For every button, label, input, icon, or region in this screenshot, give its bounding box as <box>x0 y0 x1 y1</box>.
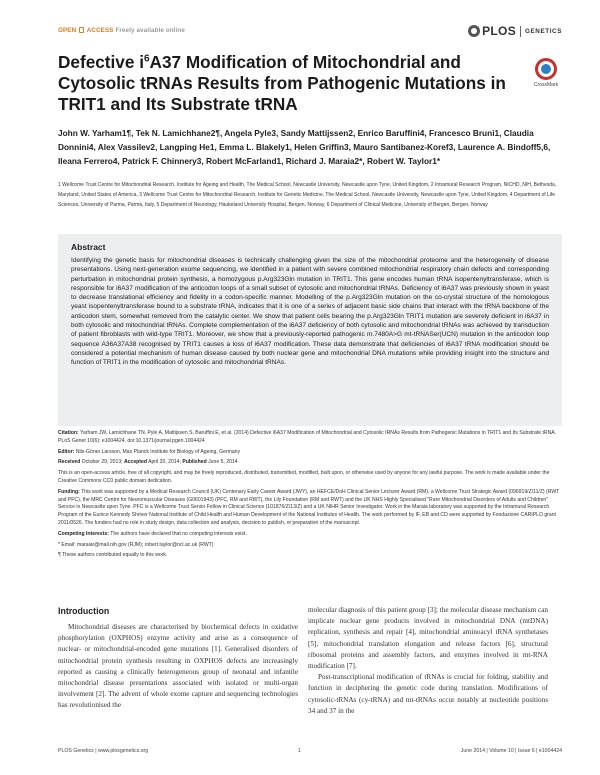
crossmark-badge[interactable] <box>530 58 562 88</box>
crossmark-label: CrossMark <box>533 82 559 88</box>
citation-label: Citation: <box>58 430 79 436</box>
intro-paragraph: Mitochondrial diseases are characterised by biochemical defects in oxidative phosphorylation (OXPHOS) enzyme activity and arise as a consequence of nuclear- or mitochondrial-encoded gene mutations [1]. Generalised disorders of mitochondrial protein synthesis resulting in OXPHOS defects are increasingly reported as causing a clinically heterogeneous group of neonatal and infantile mitochondrial disease presentations associated with isolated or multi-organ involvement [2]. The advent of whole exome capture and sequencing technologies has revolutionised the <box>58 623 298 710</box>
author-list: John W. Yarham1¶, Tek N. Lamichhane2¶, Angela Pyle3, Sandy Mattijssen2, Enrico Baruffini4, Francesco Bruni1, Claudia Donnini4, Alex Vassilev2, Langping He1, Emma L. Blakely1, Helen Griffin3, Mauro Santibanez-Koref3, Laurence A. Bindoff5,6, Ileana Ferrero4, Patrick F. Chinnery3, Robert McFarland1, Richard J. Maraia2*, Robert W. Taylor1* <box>58 128 551 166</box>
access-label: ACCESS <box>86 27 114 34</box>
funding-label: Funding: <box>58 488 80 495</box>
citation <box>58 430 562 445</box>
title-rest: A37 Modification of Mitochondrial and Cytosolic tRNAs Results from Pathogenic Mutations in TRIT1 and Its Substrate tRNA <box>58 52 506 114</box>
funding <box>58 489 562 528</box>
published-label: Published <box>182 459 207 466</box>
editor-text: Nils-Göran Larsson, Max Planck Institute for Biology of Ageing, Germany <box>75 448 241 455</box>
page-footer <box>58 748 562 758</box>
competing-label: Competing Interests: <box>58 530 109 537</box>
affiliations: 1 Wellcome Trust Centre for Mitochondrial Research, Institute for Ageing and Health, The Medical School, Newcastle University, Newcastle upon Tyne, United Kingdom, 2 Intramural Research Program, NICHD, NIH, Bethesda, Maryland, United States of America, 3 Wellcome Trust Centre for Mitochondrial Research, Institute for Genetic Medicine, The Medical School, Newcastle University, Newcastle upon Tyne, United Kingdom, 4 Department of Life Sciences, University of Parma, Parma, Italy, 5 Department of Neurology, Haukeland University Hospital, Bergen, Norway, 6 Department of Clinical Medicine, University of Bergen, Bergen, Norway <box>58 182 557 208</box>
plos-genetics-logo[interactable] <box>468 24 562 38</box>
abstract-text: Identifying the genetic basis for mitochondrial diseases is technically challenging given the size of the mitochondrial proteome and the heterogeneity of disease presentations. Using next-generation exome sequencing, we identified in a patient with severe combined mitochondrial respiratory chain defects and corresponding perturbation in mitochondrial protein synthesis, a homozygous p.Arg323Gln mutation in TRIT1. This gene encodes human tRNA isopentenyltransferase, which is responsible for i6A37 modification of the anticodon loops of a small subset of cytosolic and mitochondrial tRNAs. Deficiency of i6A37 was previously shown in yeast to decrease translational efficiency and fidelity in a codon-specific manner. Modelling of the p.Arg323Gln mutation on the co-crystal structure of the homologous yeast isopentenyltransferase bound to a substrate tRNA, indicates that it is one of a series of adjacent basic side chains that interact with the tRNA backbone of the anticodon stem, somewhat removed from the catalytic center. We show that patient cells bearing the p.Arg323Gln TRIT1 mutation are severely deficient in i6A37 in both cytosolic and mitochondrial tRNAs. Complete complementation of the i6A37 deficiency of both cytosolic and mitochondrial tRNAs was achieved by transduction of patient fibroblasts with wild-type TRIT1. Moreover, we show that a previously-reported pathogenic m.7480A>G mt-tRNASer(UCN) mutation in the anticodon loop sequence A36A37A38 recognised by TRIT1 causes a loss of i6A37 modification. These data demonstrate that deficiencies of i6A37 tRNA modification should be considered a potential mechanism of human disease caused by both nuclear gene and mitochondrial DNA mutations while providing insight into the structure and function of TRIT1 in the modification of cytosolic and mitochondrial tRNAs. <box>71 257 549 367</box>
article-title <box>58 52 528 115</box>
intro-right-column <box>308 605 548 717</box>
article-metadata <box>58 430 562 563</box>
open-label: OPEN <box>58 27 77 34</box>
logo-divider <box>520 26 521 37</box>
journal-header <box>58 24 562 40</box>
funding-text: This work was supported by a Medical Research Council (UK) Centenary Early Career Award (JWY), an HEFCE/DoH Clinical Senior Lecturer Award (RM), a Wellcome Trust Strategic Award (096919/Z/11/Z) (RWT and PFC), the MRC Centre for Neuromuscular Diseases (G0601943) (PFC, RM and RWT), the Lily Foundation (RM and RWT) and the UK NHS Highly Specialised "Rare Mitochondrial Disorders of Adults and Children" Service in Newcastle upon Tyne. PFC is a Wellcome Trust Senior Fellow in Clinical Science (101876/Z/13/Z) and a UK NIHR Senior Investigator. Work in the Maraia laboratory was supported by the Intramural Research Program of the Eunice Kennedy Shriver National Institute of Child Health and Human Development of the National Institutes of Health. The work performed by IF, EB and CD were supported by Fondazione CARIPLO grant 2011/0526. The funders had no role in study design, data collection and analysis, decision to publish, or preparation of the manuscript. <box>58 488 560 526</box>
competing-text: The authors have declared that no competing interests exist. <box>110 530 247 537</box>
title-prefix: Defective i <box>58 52 144 72</box>
open-access-lock-icon <box>79 27 84 33</box>
citation-text: Yarham JW, Lamichhane TN, Pyle A, Mattijssen S, Baruffini E, et al. (2014) Defective i6A37 Modification of Mitochondrial and Cytosolic tRNAs Results from Pathogenic Mutations in TRIT1 and Its Substrate tRNA. PLoS Genet 10(6): e1004424. doi:10.1371/journal.pgen.1004424 <box>58 430 557 444</box>
intro-paragraph: Post-transcriptional modification of tRNAs is crucial for folding, stability and function in deciphering the genetic code during translation. Modifications of cytosolic-tRNAs (cy-tRNA) and mt-tRNAs occur notably at nucleotide positions 34 and 37 in the <box>308 673 548 715</box>
footer-journal-url[interactable]: PLOS Genetics | www.plosgenetics.org <box>58 748 149 754</box>
journal-name: GENETICS <box>525 27 562 35</box>
editor-label: Editor: <box>58 448 75 455</box>
title-superscript: 6 <box>143 53 150 65</box>
competing-interests <box>58 531 562 539</box>
editor <box>58 449 562 457</box>
accepted-label: Accepted <box>124 459 147 466</box>
freely-available-label: Freely available online <box>115 27 185 34</box>
accepted-date: April 20, 2014; <box>148 459 181 466</box>
plos-logo-icon <box>468 25 480 37</box>
plos-wordmark: PLOS <box>482 24 516 38</box>
correspondence-email[interactable]: * Email: maraiar@mail.nih.gov (RJM); robert.taylor@ncl.ac.uk (RWT) <box>58 541 214 548</box>
license: This is an open-access article, free of all copyright, and may be freely reproduced, distributed, transmitted, modified, built upon, or otherwise used by anyone for any lawful purpose. The work is made available under the Creative Commons CC0 public domain dedication. <box>58 470 550 485</box>
open-access-banner <box>58 27 185 34</box>
page-number: 1 <box>298 748 301 754</box>
dates <box>58 459 562 467</box>
crossmark-icon <box>535 58 557 80</box>
equal-contribution-note: ¶ These authors contributed equally to this work. <box>58 552 168 559</box>
intro-left-column <box>58 622 298 712</box>
abstract-box <box>58 234 562 426</box>
footer-issue: June 2014 | Volume 10 | Issue 6 | e1004424 <box>460 748 562 754</box>
received-label: Received <box>58 459 81 466</box>
received-date: October 29, 2013; <box>81 459 123 466</box>
published-date: June 5, 2014 <box>208 459 238 466</box>
introduction-heading: Introduction <box>58 606 110 616</box>
intro-paragraph-continued: molecular diagnosis of this patient group [3]; the molecular disease mechanism can implicate nuclear gene products involved in mitochondrial DNA (mtDNA) replication, synthesis and repair [4], mitochondrial aminoacyl tRNA synthetases [5], mitochondrial translation elongation and release factors [6], structural ribosomal proteins and assembly factors, and enzymes involved in mt-RNA modification [7]. <box>308 606 548 671</box>
abstract-heading: Abstract <box>71 242 106 252</box>
